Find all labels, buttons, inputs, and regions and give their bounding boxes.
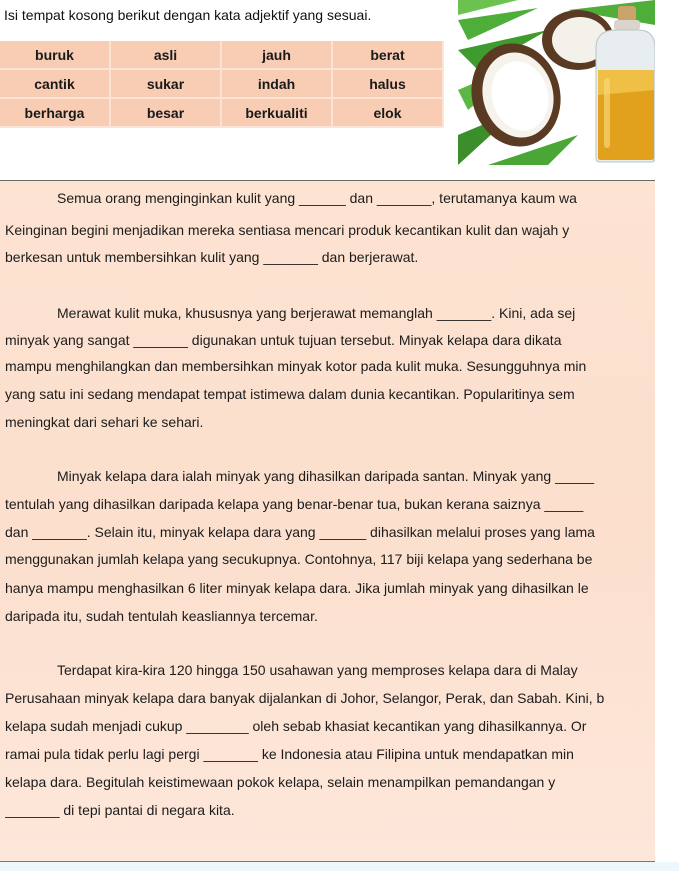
passage-line: tentulah yang dihasilkan daripada kelapa yang benar-benar tua, bukan kerana saiznya _____: [5, 496, 584, 512]
coconut-oil-illustration: [458, 0, 655, 165]
word-cell: sukar: [110, 69, 221, 98]
word-bank-row: [0, 69, 443, 98]
passage-line: kelapa dara. Begitulah keistimewaan pokok kelapa, selain menampilkan pemandangan y: [5, 774, 556, 790]
passage-line: ramai pula tidak perlu lagi pergi _______ ke Indonesia atau Filipina untuk mendapatkan min: [5, 746, 574, 762]
passage-line: daripada itu, sudah tentulah keasliannya tercemar.: [5, 608, 318, 624]
passage-line: _______ di tepi pantai di negara kita.: [5, 802, 235, 818]
word-cell: jauh: [221, 41, 332, 69]
bottom-margin: [0, 862, 679, 871]
passage-line: hanya mampu menghasilkan 6 liter minyak kelapa dara. Jika jumlah minyak yang dihasilkan le: [5, 580, 589, 596]
passage-line: berkesan untuk membersihkan kulit yang _______ dan berjerawat.: [5, 249, 419, 265]
word-cell: buruk: [0, 41, 110, 69]
word-bank-table: [0, 41, 444, 128]
passage-line: dan _______. Selain itu, minyak kelapa dara yang ______ dihasilkan melalui proses yang lama: [5, 524, 595, 540]
word-cell: asli: [110, 41, 221, 69]
word-cell: indah: [221, 69, 332, 98]
passage-line: Keinginan begini menjadikan mereka sentiasa mencari produk kecantikan kulit dan wajah y: [5, 222, 570, 238]
passage-line: menggunakan jumlah kelapa yang secukupnya. Contohnya, 117 biji kelapa yang sederhana be: [5, 551, 593, 567]
passage-line: yang satu ini sedang mendapat tempat istimewa dalam dunia kecantikan. Popularitinya sem: [5, 386, 575, 402]
passage-line: Semua orang menginginkan kulit yang ______ dan _______, terutamanya kaum wa: [57, 190, 577, 206]
passage-line: kelapa sudah menjadi cukup ________ oleh sebab khasiat kecantikan yang dihasilkannya. Or: [5, 718, 587, 734]
passage-line: mampu menghilangkan dan membersihkan minyak kotor pada kulit muka. Sesungguhnya min: [5, 358, 587, 374]
coconut-oil-photo: [458, 0, 655, 165]
word-cell: cantik: [0, 69, 110, 98]
right-margin: [655, 181, 679, 871]
word-cell: berharga: [0, 98, 110, 127]
passage-line: meningkat dari sehari ke sehari.: [5, 414, 204, 430]
passage-line: minyak yang sangat _______ digunakan untuk tujuan tersebut. Minyak kelapa dara dikata: [5, 332, 562, 348]
word-cell: berat: [332, 41, 443, 69]
word-bank-row: [0, 41, 443, 69]
passage-line: Terdapat kira-kira 120 hingga 150 usahawan yang memproses kelapa dara di Malay: [57, 662, 578, 678]
passage-panel: [0, 181, 655, 861]
passage-line: Perusahaan minyak kelapa dara banyak dijalankan di Johor, Selangor, Perak, dan Sabah. Kini, b: [5, 690, 605, 706]
word-cell: halus: [332, 69, 443, 98]
passage-line: Merawat kulit muka, khususnya yang berjerawat memanglah _______. Kini, ada sej: [57, 305, 576, 321]
word-bank-row: [0, 98, 443, 127]
word-cell: besar: [110, 98, 221, 127]
passage-line: Minyak kelapa dara ialah minyak yang dihasilkan daripada santan. Minyak yang _____: [57, 468, 594, 484]
word-cell: elok: [332, 98, 443, 127]
word-cell: berkualiti: [221, 98, 332, 127]
instruction-text: Isi tempat kosong berikut dengan kata adjektif yang sesuai.: [4, 7, 372, 23]
